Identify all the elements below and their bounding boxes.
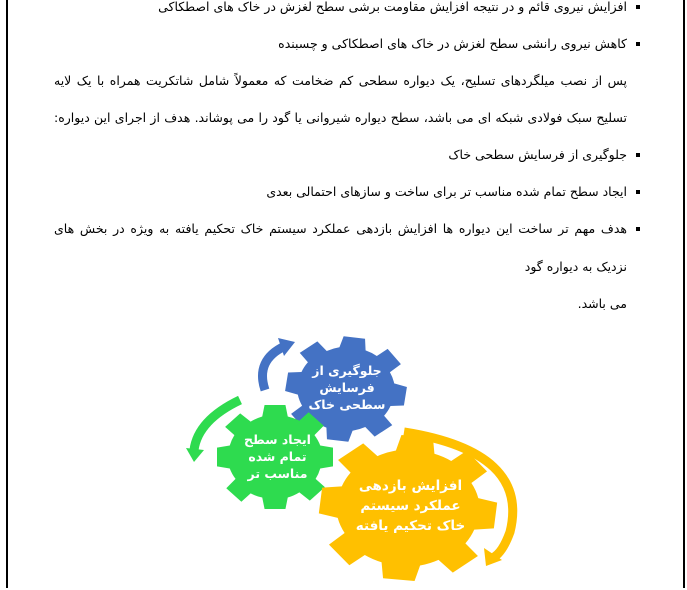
bullet-marker: [636, 42, 640, 46]
gear-green-label: [230, 431, 325, 482]
gear-label-line: فرسایش: [319, 380, 375, 395]
bullet-marker: [636, 5, 640, 9]
bullet-text-continuation: نزدیک به دیواره گود: [524, 259, 627, 274]
bullet-marker: [636, 190, 640, 194]
paragraph-line: پس از نصب میلگردهای تسلیح، یک دیواره سطحی کم ضخامت که معمولاً شامل شاتکریت همراه با یک لایه: [54, 73, 627, 88]
gear-label-line: ایجاد سطح: [244, 432, 311, 447]
bullet-text: ایجاد سطح تمام شده مناسب تر برای ساخت و سازهای احتمالی بعدی: [266, 184, 627, 199]
gear-label-line: مناسب تر: [247, 466, 308, 481]
gear-label-line: جلوگیری از: [312, 363, 382, 378]
bullet-text: افزایش نیروی قائم و در نتیجه افزایش مقاومت برشی سطح لغزش در خاک های اصطکاکی: [158, 0, 627, 14]
bullet-marker: [636, 227, 640, 231]
gear-label-line: افزایش بازدهی: [358, 478, 463, 494]
bullet-text-continuation: می باشد.: [577, 296, 627, 311]
gear-yellow-label: [343, 476, 478, 536]
bullet-text: هدف مهم تر ساخت این دیواره ها افزایش بازدهی عملکرد سیستم خاک تحکیم یافته به ویژه در بخش های: [54, 221, 627, 236]
gear-cycle-diagram: [180, 332, 530, 585]
bullet-text: جلوگیری از فرسایش سطحی خاک: [448, 147, 627, 162]
bullet-marker: [636, 153, 640, 157]
gear-label-line: سطحی خاک: [308, 397, 386, 412]
gear-blue-label: [302, 362, 392, 413]
bullet-text: کاهش نیروی رانشی سطح لغزش در خاک های اصطکاکی و چسبنده: [278, 36, 627, 51]
gear-label-line: تمام شده: [248, 449, 307, 464]
paragraph-line: تسلیح سبک فولادی شبکه ای می باشد، سطح دیواره شیروانی یا گود را می پوشاند. هدف از اجرای این دیواره:: [54, 110, 627, 125]
gear-label-line: عملکرد سیستم: [360, 498, 461, 514]
gear-label-line: خاک تحکیم یافته: [355, 518, 466, 534]
